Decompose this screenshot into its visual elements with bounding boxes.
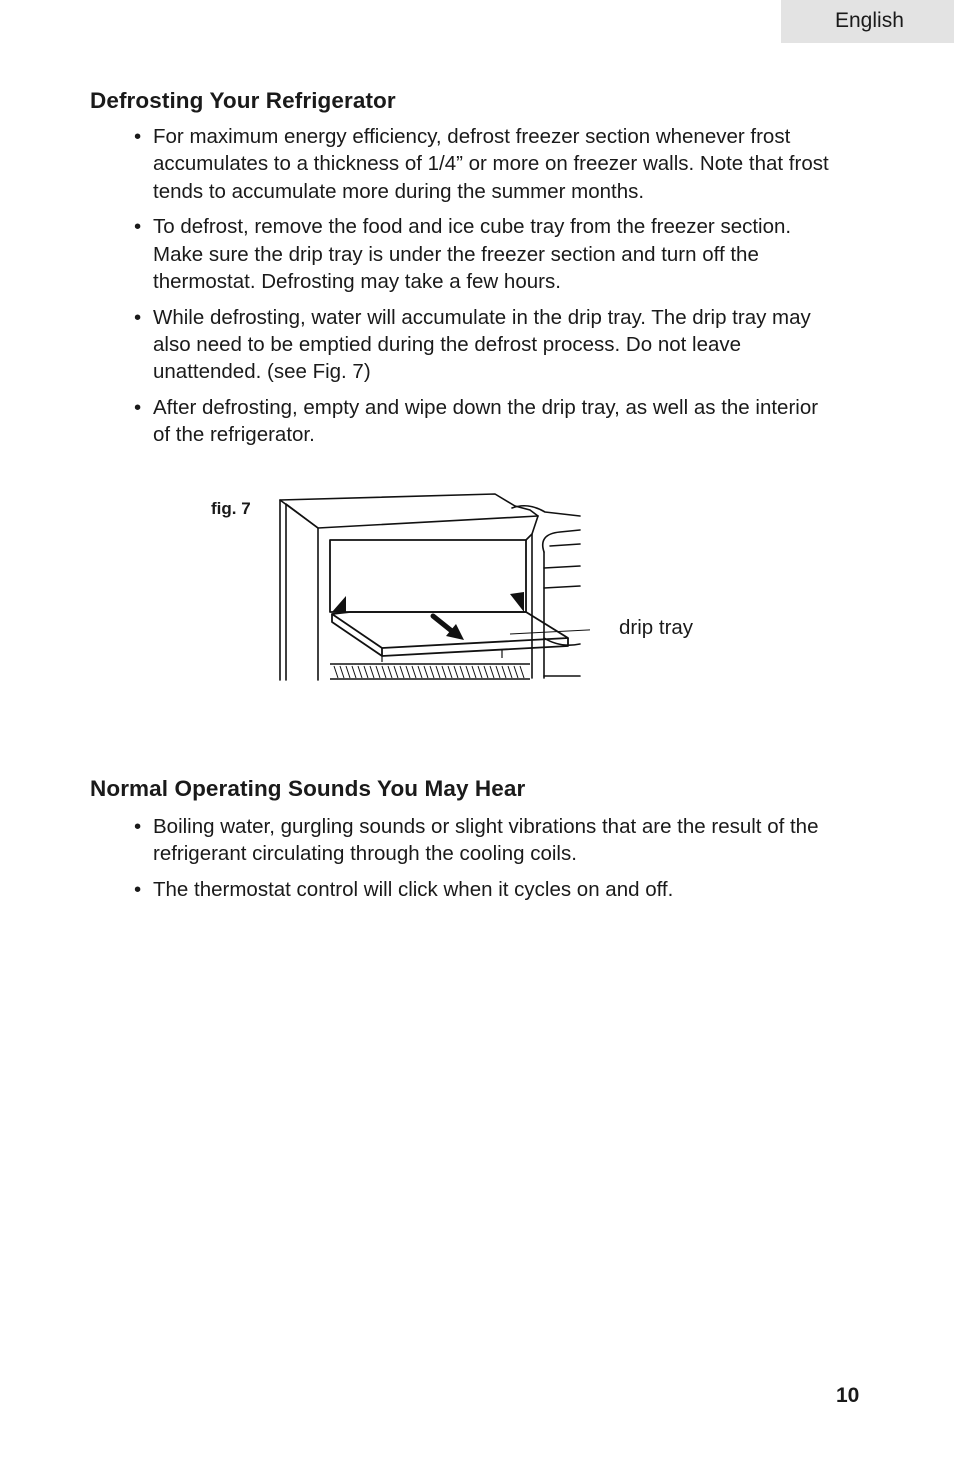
bullet-icon: • xyxy=(134,396,142,420)
language-tab: English xyxy=(781,0,954,43)
cabinet-outline xyxy=(280,494,515,680)
door-liner xyxy=(543,530,580,552)
sounds-list xyxy=(134,813,864,912)
list-item-text: Boiling water, gurgling sounds or slight vibrations that are the result of the refrigerant circulating through the cooling coils. xyxy=(153,815,819,866)
callout-leader xyxy=(510,629,590,634)
list-item-text: The thermostat control will click when it cycles on and off. xyxy=(153,878,674,902)
bullet-icon: • xyxy=(134,215,142,239)
freezer-compartment xyxy=(330,540,526,612)
list-item-text: While defrosting, water will accumulate in the drip tray. The drip tray may also need to be emptied during the defrost process. Do not leave unattended. (see Fig. 7) xyxy=(153,305,811,384)
list-item xyxy=(134,213,834,295)
defrosting-list xyxy=(134,123,834,457)
list-item xyxy=(134,813,864,868)
refrigerator-illustration xyxy=(270,488,590,683)
bullet-icon: • xyxy=(134,878,142,902)
drip-tray-callout: drip tray xyxy=(619,616,694,639)
bullet-icon: • xyxy=(134,305,142,329)
arrow-icon xyxy=(433,616,464,640)
right-bracket xyxy=(510,592,524,612)
list-item xyxy=(134,876,864,903)
bullet-icon: • xyxy=(134,125,142,148)
page-number: 10 xyxy=(836,1384,860,1407)
bullet-icon: • xyxy=(134,815,142,838)
figure-label: fig. 7 xyxy=(211,499,251,518)
list-item-text: For maximum energy efficiency, defrost freezer section whenever frost accumulates to a thickness of 1/4” or more on freezer walls. Note that frost tends to accumulate more during the summer months. xyxy=(153,125,829,203)
sounds-heading: Normal Operating Sounds You May Hear xyxy=(90,776,526,801)
defrosting-heading: Defrosting Your Refrigerator xyxy=(90,88,396,113)
list-item xyxy=(134,123,834,205)
list-item-text: After defrosting, empty and wipe down the drip tray, as well as the interior of the refrigerator. xyxy=(153,396,819,447)
list-item-text: To defrost, remove the food and ice cube tray from the freezer section. Make sure the drip tray is under the freezer section and turn off the thermostat. Defrosting may take a few hours. xyxy=(153,215,792,293)
list-item xyxy=(134,304,834,386)
left-bracket xyxy=(332,596,346,612)
list-item xyxy=(134,394,834,449)
